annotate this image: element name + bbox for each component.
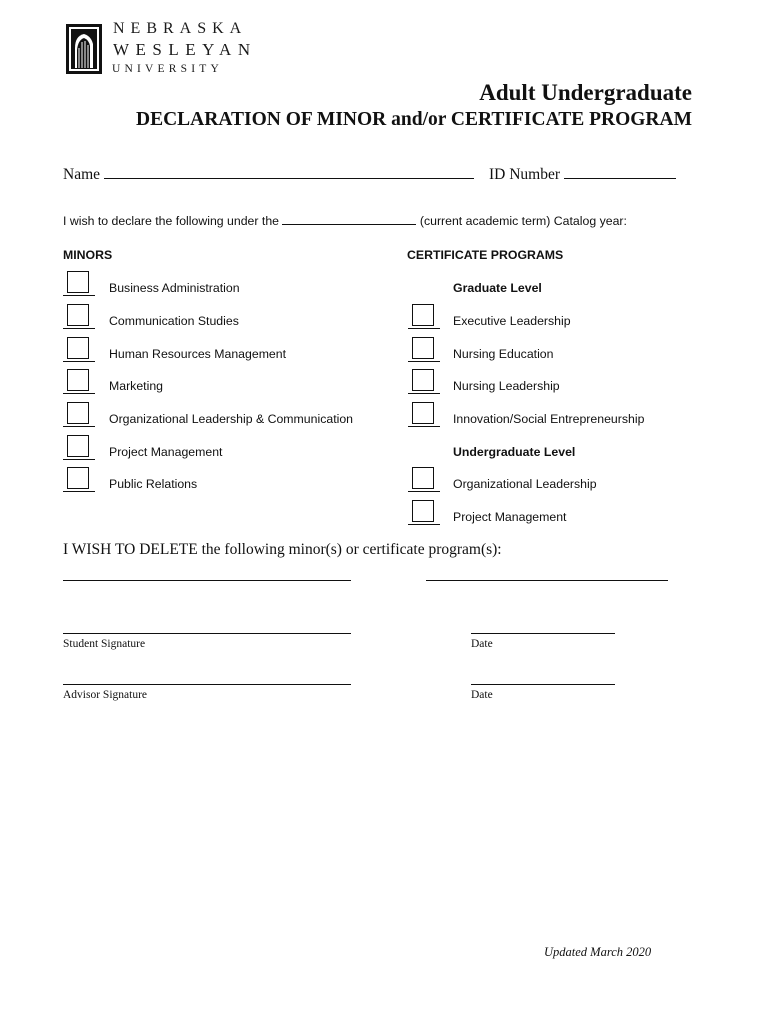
checkbox-graduate-3[interactable] — [412, 369, 434, 391]
page-title: Adult Undergraduate — [479, 80, 692, 105]
student-date-label: Date — [471, 638, 493, 650]
declare-text-after: (current academic term) Catalog year: — [419, 214, 627, 228]
updated-date: Updated March 2020 — [544, 945, 652, 959]
student-signature-line[interactable] — [63, 633, 351, 634]
declare-statement — [63, 214, 627, 228]
option-label-minor-1: Business Administration — [109, 281, 240, 295]
checkbox-minor-3[interactable] — [67, 337, 89, 359]
page-subtitle: DECLARATION OF MINOR and/or CERTIFICATE PROGRAM — [136, 109, 692, 130]
option-label-minor-2: Communication Studies — [109, 314, 239, 328]
checkbox-underline — [408, 426, 440, 427]
academic-term-input-line[interactable] — [282, 214, 416, 225]
checkbox-underline — [63, 459, 95, 460]
delete-input-line-2[interactable] — [426, 580, 668, 581]
university-logo-icon — [66, 24, 102, 74]
checkbox-underline — [63, 393, 95, 394]
logo-text-nebraska: NEBRASKA — [113, 20, 248, 37]
logo-text-university: UNIVERSITY — [112, 63, 223, 75]
checkbox-minor-2[interactable] — [67, 304, 89, 326]
checkbox-underline — [408, 361, 440, 362]
option-label-graduate-1: Executive Leadership — [453, 314, 571, 328]
declare-text-before: I wish to declare the following under the — [63, 214, 280, 228]
option-label-minor-4: Marketing — [109, 379, 163, 393]
delete-input-line-1[interactable] — [63, 580, 351, 581]
checkbox-minor-5[interactable] — [67, 402, 89, 424]
option-label-minor-7: Public Relations — [109, 477, 198, 491]
checkbox-underline — [408, 328, 440, 329]
checkbox-underline — [408, 491, 440, 492]
checkbox-undergraduate-2[interactable] — [412, 500, 434, 522]
undergraduate-level-heading: Undergraduate Level — [453, 445, 576, 459]
option-label-undergraduate-2: Project Management — [453, 510, 567, 524]
option-label-minor-6: Project Management — [109, 445, 223, 459]
checkbox-minor-7[interactable] — [67, 467, 89, 489]
name-input-line[interactable] — [104, 166, 474, 179]
advisor-signature-label: Advisor Signature — [63, 689, 148, 701]
name-field[interactable] — [63, 166, 474, 184]
checkbox-graduate-2[interactable] — [412, 337, 434, 359]
checkbox-underline — [408, 393, 440, 394]
id-number-field[interactable] — [489, 166, 676, 184]
logo-text-wesleyan: WESLEYAN — [113, 40, 257, 59]
checkbox-graduate-4[interactable] — [412, 402, 434, 424]
advisor-date-label: Date — [471, 689, 493, 701]
student-signature-label: Student Signature — [63, 638, 146, 650]
option-label-graduate-4: Innovation/Social Entrepreneurship — [453, 412, 645, 426]
name-label: Name — [63, 166, 101, 183]
checkbox-underline — [63, 426, 95, 427]
option-label-graduate-3: Nursing Leadership — [453, 379, 560, 393]
delete-statement: I WISH TO DELETE the following minor(s) or certificate program(s): — [63, 541, 502, 558]
graduate-level-heading: Graduate Level — [453, 281, 542, 295]
checkbox-underline — [63, 328, 95, 329]
option-label-minor-3: Human Resources Management — [109, 347, 287, 361]
checkbox-minor-4[interactable] — [67, 369, 89, 391]
option-label-graduate-2: Nursing Education — [453, 347, 554, 361]
advisor-date-line[interactable] — [471, 684, 615, 685]
minors-heading: MINORS — [63, 248, 113, 262]
checkbox-undergraduate-1[interactable] — [412, 467, 434, 489]
id-number-label: ID Number — [489, 166, 561, 183]
certificate-programs-heading: CERTIFICATE PROGRAMS — [407, 248, 564, 262]
advisor-signature-line[interactable] — [63, 684, 351, 685]
checkbox-minor-1[interactable] — [67, 271, 89, 293]
checkbox-minor-6[interactable] — [67, 435, 89, 457]
checkbox-graduate-1[interactable] — [412, 304, 434, 326]
checkbox-underline — [63, 361, 95, 362]
checkbox-underline — [63, 491, 95, 492]
option-label-undergraduate-1: Organizational Leadership — [453, 477, 597, 491]
checkbox-underline — [63, 295, 95, 296]
id-number-input-line[interactable] — [564, 166, 676, 179]
option-label-minor-5: Organizational Leadership & Communication — [109, 412, 354, 426]
student-date-line[interactable] — [471, 633, 615, 634]
checkbox-underline — [408, 524, 440, 525]
